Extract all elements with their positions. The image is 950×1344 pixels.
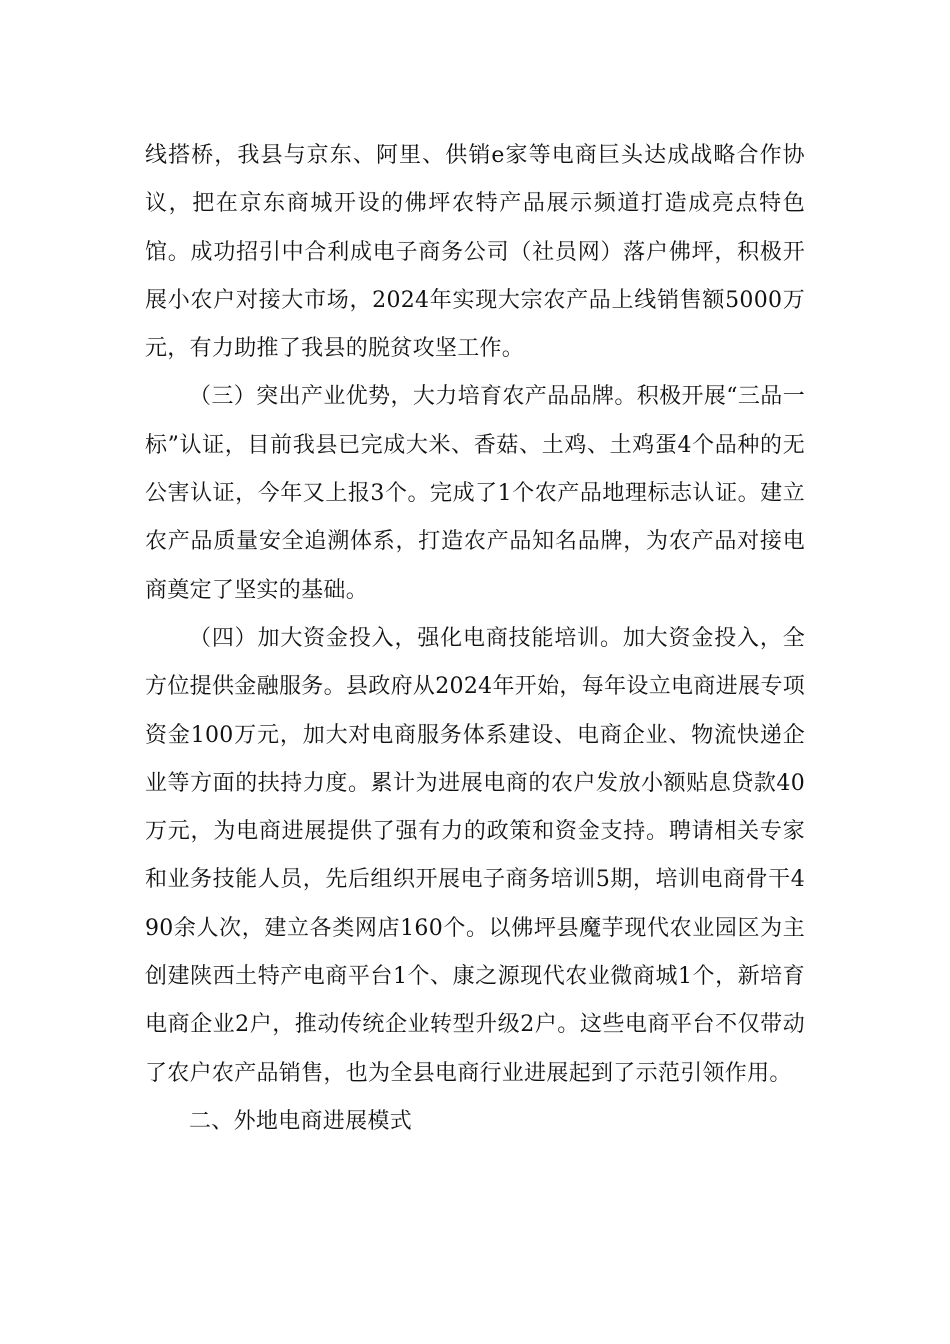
document-page <box>145 132 805 1146</box>
paragraph-3: （四）加大资金投入，强化电商技能培训。加大资金投入，全方位提供金融服务。县政府从2024年开始，每年设立电商进展专项资金100万元，加大对电商服务体系建设、电商企业、物流快递企业等方面的扶持力度。累计为进展电商的农户发放小额贴息贷款40万元，为电商进展提供了强有力的政策和资金支持。聘请相关专家和业务技能人员，先后组织开展电子商务培训5期，培训电商骨干490余人次，建立各类网店160个。以佛坪县魔芋现代农业园区为主创建陕西土特产电商平台1个、康之源现代农业微商城1个，新培育电商企业2户，推动传统企业转型升级2户。这些电商平台不仅带动了农户农产品销售，也为全县电商行业进展起到了示范引领作用。 <box>145 625 805 1086</box>
paragraph-2: （三）突出产业优势，大力培育农产品品牌。积极开展“三品一标”认证，目前我县已完成大米、香菇、土鸡、土鸡蛋4个品种的无公害认证，今年又上报3个。完成了1个农产品地理标志认证。建立农产品质量安全追溯体系，打造农产品知名品牌，为农产品对接电商奠定了坚实的基础。 <box>145 384 805 603</box>
paragraph-1: 线搭桥，我县与京东、阿里、供销e家等电商巨头达成战略合作协议，把在京东商城开设的佛坪农特产品展示频道打造成亮点特色馆。成功招引中合利成电子商务公司（社员网）落户佛坪，积极开展小农户对接大市场，2024年实现大宗农产品上线销售额5000万元，有力助推了我县的脱贫攻坚工作。 <box>145 143 805 362</box>
section-heading: 二、外地电商进展模式 <box>189 1108 413 1134</box>
